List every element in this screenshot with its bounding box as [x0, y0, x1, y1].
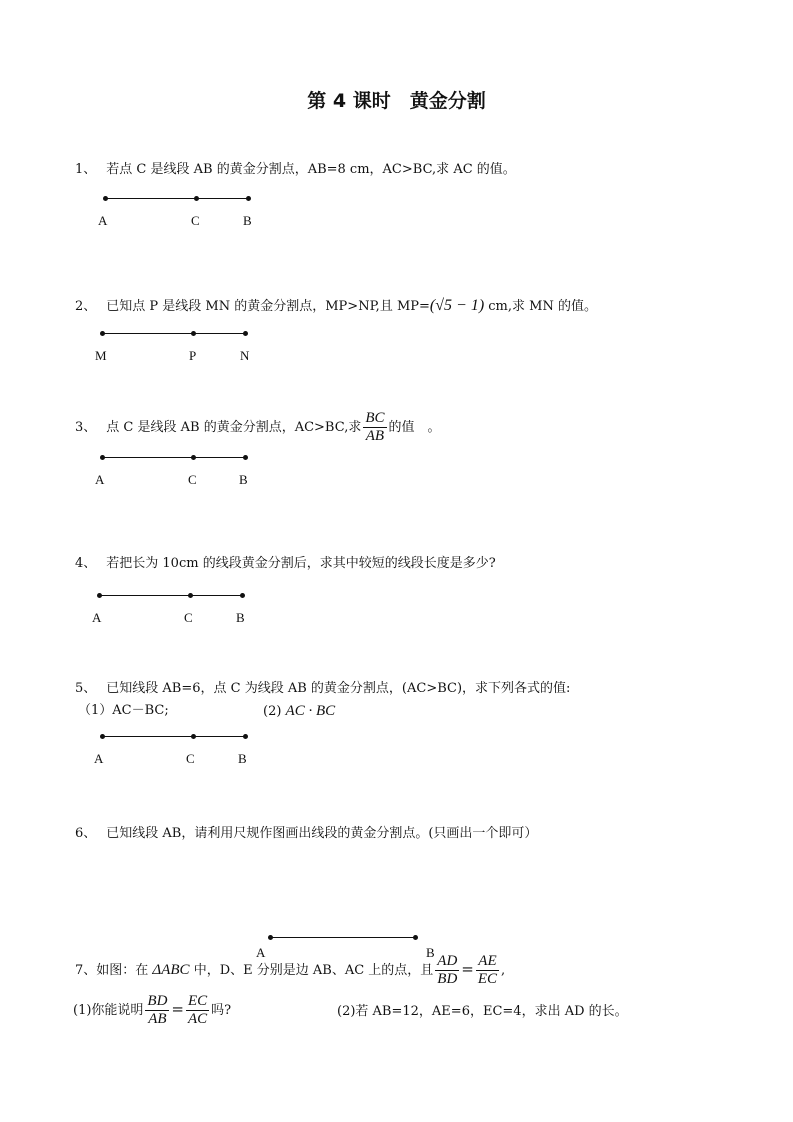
question-7	[75, 953, 505, 988]
label-b: B	[426, 945, 435, 960]
fraction-numerator: AD	[437, 953, 458, 969]
point-c	[191, 734, 196, 739]
fraction-ae-ec	[476, 953, 499, 988]
question-number: 1、	[75, 162, 97, 177]
segment-line	[102, 457, 245, 458]
fraction-denominator: AB	[365, 428, 385, 444]
label-a: A	[256, 945, 266, 960]
sub-question-1: （1）AC－BC;	[78, 703, 169, 718]
label-b: B	[243, 213, 252, 228]
point-b	[243, 734, 248, 739]
fraction-bd-ab	[145, 993, 169, 1028]
question-text: 如图：在	[96, 963, 153, 978]
page-title: 第 4 课时 黄金分割	[307, 90, 486, 112]
segment-line	[102, 333, 245, 334]
label-p: P	[189, 348, 197, 363]
label-c: C	[191, 213, 200, 228]
question-text-tail: ,	[501, 963, 506, 978]
question-6	[75, 825, 537, 843]
label-b: B	[236, 610, 245, 625]
segment-line	[99, 595, 242, 596]
question-number: 4、	[75, 556, 97, 571]
point-a	[100, 734, 105, 739]
question-text: 若点 C 是线段 AB 的黄金分割点，AB=8 cm，AC>BC,求 AC 的值。	[106, 162, 516, 177]
point-m	[100, 331, 105, 336]
label-b: B	[238, 751, 247, 766]
fraction-bc-ab	[363, 410, 386, 445]
sub-question-2-prefix: (2)	[263, 704, 286, 719]
fraction-numerator: BD	[147, 993, 168, 1009]
part-1-text: (1)你能说明	[73, 1003, 144, 1018]
question-text: 已知点 P 是线段 MN 的黄金分割点，MP>NP,且 MP=	[106, 299, 430, 314]
label-n: N	[240, 348, 250, 363]
label-a: A	[92, 610, 102, 625]
fraction-denominator: BD	[437, 971, 458, 987]
point-a	[268, 935, 273, 940]
question-text: 若把长为 10cm 的线段黄金分割后，求其中较短的线段长度是多少?	[106, 556, 496, 571]
sub-question-2	[263, 702, 335, 721]
point-a	[97, 593, 102, 598]
question-text-mid: 中，D、E 分别是边 AB、AC 上的点，且	[189, 963, 434, 978]
label-b: B	[239, 472, 248, 487]
equals-sign: =	[171, 1000, 184, 1018]
label-c: C	[186, 751, 195, 766]
segment-line	[102, 736, 245, 737]
question-number: 2、	[75, 299, 97, 314]
question-text-tail: 的值 。	[388, 420, 441, 435]
part-1-tail: 吗?	[211, 1003, 232, 1018]
question-number: 6、	[75, 826, 97, 841]
point-p	[191, 331, 196, 336]
question-5	[75, 680, 570, 698]
point-c	[188, 593, 193, 598]
question-2	[75, 297, 597, 316]
point-b	[243, 455, 248, 460]
question-3	[75, 410, 441, 445]
fraction-numerator: AE	[476, 953, 499, 971]
sqrt-expression: (√5 − 1)	[429, 297, 485, 314]
question-number: 5、	[75, 681, 97, 696]
segment-line	[105, 198, 248, 199]
label-a: A	[95, 472, 105, 487]
fraction-denominator: AB	[148, 1011, 167, 1027]
question-number: 7、	[75, 963, 97, 978]
question-text-tail: cm,求 MN 的值。	[484, 299, 597, 314]
segment-line	[270, 937, 415, 938]
fraction-ad-bd	[435, 953, 459, 988]
equals-sign: =	[461, 960, 474, 978]
question-text: 已知线段 AB，请利用尺规作图画出线段的黄金分割点。(只画出一个即可）	[106, 826, 538, 841]
fraction-ec-ac	[186, 993, 209, 1028]
question-7-part-2: (2)若 AB=12，AE=6，EC=4，求出 AD 的长。	[337, 1004, 628, 1019]
label-c: C	[184, 610, 193, 625]
question-1	[75, 161, 516, 179]
fraction-denominator: AC	[188, 1011, 208, 1027]
question-number: 3、	[75, 420, 97, 435]
label-a: A	[98, 213, 108, 228]
point-n	[243, 331, 248, 336]
point-c	[191, 455, 196, 460]
point-a	[103, 196, 108, 201]
point-b	[413, 935, 418, 940]
point-b	[246, 196, 251, 201]
question-4	[75, 555, 496, 573]
point-b	[240, 593, 245, 598]
question-text: 已知线段 AB=6，点 C 为线段 AB 的黄金分割点，(AC>BC)，求下列各式的值:	[106, 681, 571, 696]
triangle-name: ΔABC	[152, 962, 190, 978]
fraction-denominator: EC	[477, 971, 498, 987]
fraction-numerator: BC	[365, 410, 385, 426]
label-a: A	[94, 751, 104, 766]
question-7-part-1	[73, 993, 231, 1028]
product-expression: AC · BC	[285, 703, 336, 719]
question-text: 点 C 是线段 AB 的黄金分割点，AC>BC,求	[106, 420, 362, 435]
fraction-numerator: EC	[188, 993, 208, 1009]
label-m: M	[95, 348, 107, 363]
label-c: C	[188, 472, 197, 487]
point-c	[194, 196, 199, 201]
point-a	[100, 455, 105, 460]
